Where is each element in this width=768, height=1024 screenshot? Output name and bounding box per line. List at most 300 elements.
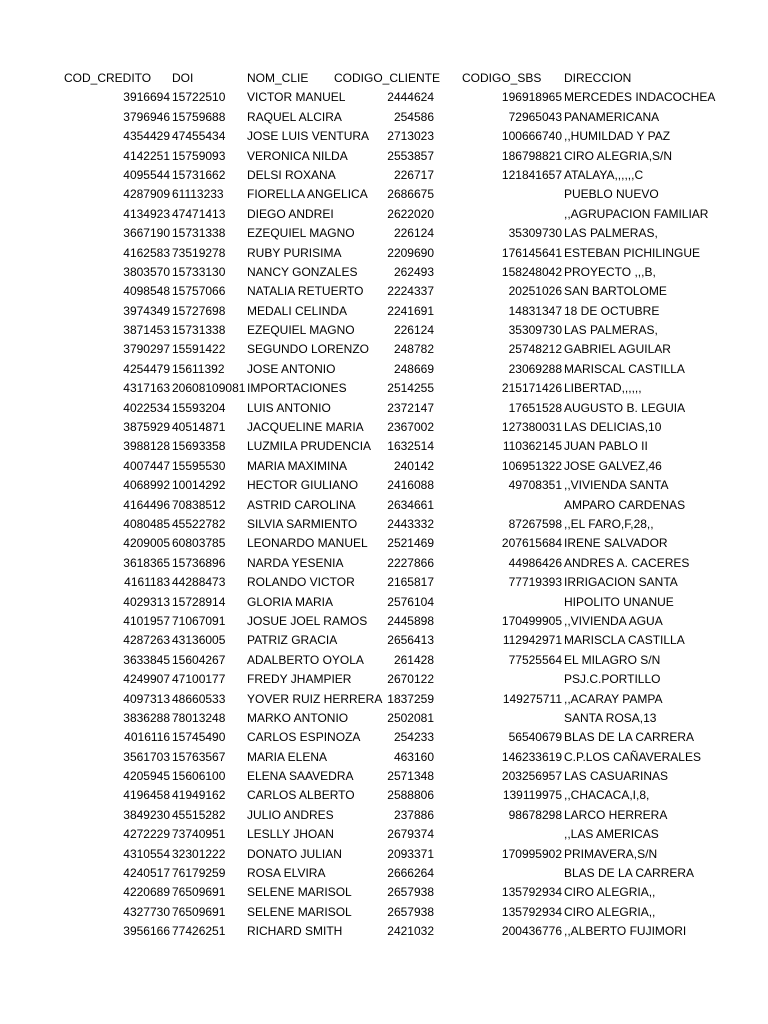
table-row (0, 690, 768, 709)
nom-clie-cell[interactable]: JULIO ANDRES (247, 807, 334, 822)
codigo-cliente-cell[interactable]: 2209690 (387, 245, 434, 260)
doi-cell[interactable]: 43136005 (172, 633, 226, 648)
codigo-sbs-cell[interactable]: 135792934 (501, 885, 562, 900)
header-row (0, 69, 768, 88)
nom-clie-cell[interactable]: ASTRID CAROLINA (247, 497, 356, 512)
nom-clie-cell[interactable]: EZEQUIEL MAGNO (247, 323, 355, 338)
table-row (0, 282, 768, 301)
doi-cell[interactable]: 20608109081 (172, 381, 246, 396)
codigo-sbs-cell[interactable] (434, 205, 562, 224)
codigo-sbs-cell[interactable]: 77719393 (508, 575, 562, 590)
cod-credito-cell[interactable]: 4162583 (123, 245, 170, 260)
table-row (0, 340, 768, 359)
codigo-sbs-cell[interactable]: 44986426 (508, 555, 562, 570)
doi-cell[interactable]: 78013248 (172, 710, 226, 725)
doi-cell[interactable]: 61113233 (172, 187, 224, 202)
codigo-cliente-cell[interactable]: 2656413 (387, 633, 434, 648)
nom-clie-cell[interactable]: JOSE ANTONIO (247, 361, 336, 376)
cod-credito-cell[interactable]: 4196458 (123, 788, 170, 803)
codigo-cliente-cell[interactable]: 2679374 (387, 827, 434, 842)
codigo-cliente-cell[interactable]: 2416088 (387, 478, 434, 493)
cod-credito-cell[interactable]: 3803570 (123, 264, 170, 279)
direccion-cell[interactable]: AMPARO CARDENAS (564, 497, 686, 512)
nom-clie-cell[interactable]: HECTOR GIULIANO (247, 478, 359, 493)
nom-clie-cell[interactable]: DONATO JULIAN (247, 846, 342, 861)
direccion-cell[interactable]: ,,ACARAY PAMPA (564, 691, 663, 706)
codigo-sbs-cell[interactable]: 106951322 (501, 458, 562, 473)
nom-clie-cell[interactable]: JOSUE JOEL RAMOS (247, 613, 368, 628)
cod-credito-cell[interactable]: 3956166 (123, 924, 170, 939)
direccion-cell[interactable]: HIPOLITO UNANUE (564, 594, 674, 609)
codigo-sbs-cell[interactable]: 139119975 (502, 788, 562, 803)
header-doi[interactable]: DOI (172, 71, 194, 85)
codigo-cliente-cell[interactable]: 240142 (393, 458, 434, 473)
doi-cell[interactable]: 15727698 (172, 303, 226, 318)
codigo-cliente-cell[interactable]: 226124 (393, 323, 434, 338)
cod-credito-cell[interactable]: 3871453 (123, 323, 170, 338)
cod-credito-cell[interactable]: 4310554 (123, 846, 170, 861)
codigo-sbs-cell[interactable]: 100666740 (501, 129, 562, 144)
doi-cell[interactable]: 32301222 (172, 846, 226, 861)
direccion-cell[interactable]: CIRO ALEGRIA,, (564, 904, 656, 919)
nom-clie-cell[interactable]: RAQUEL ALCIRA (247, 109, 342, 124)
nom-clie-cell[interactable]: ELENA SAAVEDRA (247, 769, 354, 784)
nom-clie-cell[interactable]: NARDA YESENIA (247, 555, 344, 570)
cod-credito-cell[interactable]: 4317163 (123, 381, 170, 396)
nom-clie-cell[interactable]: MARIA MAXIMINA (247, 458, 348, 473)
direccion-cell[interactable]: 18 DE OCTUBRE (564, 303, 660, 318)
cod-credito-cell[interactable]: 4095544 (123, 167, 170, 182)
table-row (0, 205, 768, 224)
codigo-cliente-cell[interactable]: 2553857 (387, 148, 434, 163)
doi-cell[interactable]: 48660533 (172, 691, 226, 706)
nom-clie-cell[interactable]: LEONARDO MANUEL (247, 536, 368, 551)
codigo-sbs-cell[interactable]: 112942971 (502, 633, 562, 648)
direccion-cell[interactable]: PUEBLO NUEVO (564, 187, 659, 202)
doi-cell[interactable]: 71067091 (172, 613, 226, 628)
codigo-cliente-cell[interactable]: 2421032 (387, 924, 434, 939)
direccion-cell[interactable]: MARISCLA CASTILLA (564, 633, 685, 648)
direccion-cell[interactable]: ANDRES A. CACERES (564, 555, 690, 570)
cod-credito-cell[interactable]: 3618365 (123, 555, 170, 570)
doi-cell[interactable]: 15731338 (172, 323, 226, 338)
codigo-cliente-cell[interactable]: 2571348 (387, 769, 434, 784)
cod-credito-cell[interactable]: 4134923 (123, 206, 170, 221)
nom-clie-cell[interactable]: FIORELLA ANGELICA (247, 187, 368, 202)
doi-cell[interactable]: 44288473 (172, 575, 226, 590)
codigo-sbs-cell[interactable]: 207615684 (501, 536, 562, 551)
cod-credito-cell[interactable]: 4205945 (123, 769, 170, 784)
codigo-sbs-cell[interactable]: 186798821 (501, 148, 562, 163)
cod-credito-cell[interactable]: 4029313 (123, 594, 170, 609)
direccion-cell[interactable]: ,,EL FARO,F,28,, (564, 516, 654, 531)
direccion-cell[interactable]: PANAMERICANA (564, 109, 660, 124)
direccion-cell[interactable]: PSJ.C.PORTILLO (564, 672, 661, 687)
table-row (0, 244, 768, 263)
direccion-cell[interactable]: IRENE SALVADOR (564, 536, 668, 551)
codigo-cliente-cell[interactable]: 2514255 (387, 381, 434, 396)
cod-credito-cell[interactable]: 3988128 (123, 439, 170, 454)
codigo-sbs-cell[interactable] (434, 864, 562, 883)
doi-cell[interactable]: 15693358 (172, 439, 226, 454)
header-codigo-cliente[interactable]: CODIGO_CLIENTE (334, 71, 441, 85)
table-row (0, 883, 768, 902)
codigo-cliente-cell[interactable]: 226717 (393, 167, 434, 182)
codigo-cliente-cell[interactable]: 261428 (393, 652, 434, 667)
doi-cell[interactable]: 15731662 (172, 167, 226, 182)
cod-credito-cell[interactable]: 4080485 (123, 516, 170, 531)
direccion-cell[interactable]: ,,LAS AMERICAS (564, 827, 659, 842)
table-row (0, 418, 768, 437)
table-row (0, 147, 768, 166)
table-row (0, 127, 768, 146)
direccion-cell[interactable]: BLAS DE LA CARRERA (564, 730, 695, 745)
cod-credito-cell[interactable]: 4254479 (123, 361, 170, 376)
direccion-cell[interactable]: SAN BARTOLOME (564, 284, 667, 299)
codigo-sbs-cell[interactable]: 176145641 (501, 245, 562, 260)
codigo-sbs-cell[interactable]: 23069288 (508, 361, 562, 376)
nom-clie-cell[interactable]: JOSE LUIS VENTURA (247, 129, 370, 144)
codigo-cliente-cell[interactable]: 463160 (393, 749, 434, 764)
doi-cell[interactable]: 15745490 (172, 730, 226, 745)
doi-cell[interactable]: 15593204 (172, 400, 226, 415)
codigo-cliente-cell[interactable]: 226124 (393, 226, 434, 241)
cod-credito-cell[interactable]: 4287909 (123, 187, 170, 202)
codigo-sbs-cell[interactable]: 72965043 (508, 109, 562, 124)
codigo-cliente-cell[interactable]: 2444624 (387, 90, 434, 105)
direccion-cell[interactable]: ,,VIVIENDA AGUA (564, 613, 663, 628)
doi-cell[interactable]: 73740951 (172, 827, 226, 842)
cod-credito-cell[interactable]: 4098548 (123, 284, 170, 299)
direccion-cell[interactable]: ATALAYA,,,,,,C (564, 167, 644, 182)
nom-clie-cell[interactable]: SILVIA SARMIENTO (247, 516, 358, 531)
header-nom-clie[interactable]: NOM_CLIE (247, 71, 309, 85)
codigo-cliente-cell[interactable]: 2657938 (387, 885, 434, 900)
cod-credito-cell[interactable]: 4220689 (123, 885, 170, 900)
codigo-cliente-cell[interactable]: 2093371 (387, 846, 434, 861)
doi-cell[interactable]: 41949162 (172, 788, 226, 803)
direccion-cell[interactable]: ,,AGRUPACION FAMILIAR (564, 206, 709, 221)
table-row (0, 709, 768, 728)
codigo-cliente-cell[interactable]: 2588806 (387, 788, 434, 803)
direccion-cell[interactable]: BLAS DE LA CARRERA (564, 866, 695, 881)
codigo-sbs-cell[interactable]: 215171426 (501, 381, 562, 396)
codigo-cliente-cell[interactable]: 254233 (393, 730, 434, 745)
header-codigo-sbs[interactable]: CODIGO_SBS (462, 71, 542, 85)
nom-clie-cell[interactable]: LUZMILA PRUDENCIA (247, 439, 372, 454)
table-row (0, 166, 768, 185)
cod-credito-cell[interactable]: 4249907 (123, 672, 170, 687)
direccion-cell[interactable]: GABRIEL AGUILAR (564, 342, 671, 357)
cod-credito-cell[interactable]: 4287263 (123, 633, 170, 648)
doi-cell[interactable]: 47100177 (172, 672, 226, 687)
cod-credito-cell[interactable]: 4209005 (123, 536, 170, 551)
codigo-cliente-cell[interactable]: 2686675 (387, 187, 434, 202)
direccion-cell[interactable]: MERCEDES INDACOCHEA (564, 90, 716, 105)
codigo-cliente-cell[interactable]: 2622020 (387, 206, 434, 221)
nom-clie-cell[interactable]: JACQUELINE MARIA (247, 420, 364, 435)
direccion-cell[interactable]: PRIMAVERA,S/N (564, 846, 658, 861)
nom-clie-cell[interactable]: NANCY GONZALES (247, 264, 358, 279)
nom-clie-cell[interactable]: LUIS ANTONIO (247, 400, 331, 415)
codigo-sbs-cell[interactable] (434, 496, 562, 515)
codigo-sbs-cell[interactable]: 14831347 (508, 303, 562, 318)
doi-cell[interactable]: 15759093 (172, 148, 226, 163)
codigo-cliente-cell[interactable]: 237886 (393, 807, 434, 822)
doi-cell[interactable]: 70838512 (172, 497, 226, 512)
table-row (0, 360, 768, 379)
nom-clie-cell[interactable]: MARKO ANTONIO (247, 710, 349, 725)
nom-clie-cell[interactable]: NATALIA RETUERTO (247, 284, 364, 299)
cod-credito-cell[interactable]: 4142251 (123, 148, 170, 163)
doi-cell[interactable]: 76509691 (172, 885, 226, 900)
cod-credito-cell[interactable]: 4272229 (123, 827, 170, 842)
doi-cell[interactable]: 15591422 (172, 342, 226, 357)
table-row (0, 554, 768, 573)
doi-cell[interactable]: 15728914 (172, 594, 226, 609)
codigo-sbs-cell[interactable]: 146233619 (501, 749, 562, 764)
nom-clie-cell[interactable]: SEGUNDO LORENZO (247, 342, 370, 357)
codigo-sbs-cell[interactable]: 149275711 (502, 691, 562, 706)
table-row (0, 748, 768, 767)
direccion-cell[interactable]: SANTA ROSA,13 (564, 710, 657, 725)
doi-cell[interactable]: 15736896 (172, 555, 226, 570)
codigo-cliente-cell[interactable]: 2634661 (387, 497, 434, 512)
codigo-cliente-cell[interactable]: 2670122 (387, 672, 434, 687)
table-row (0, 922, 768, 941)
cod-credito-cell[interactable]: 4327730 (123, 904, 170, 919)
nom-clie-cell[interactable]: MEDALI CELINDA (247, 303, 348, 318)
codigo-sbs-cell[interactable]: 87267598 (508, 516, 562, 531)
direccion-cell[interactable]: LAS DELICIAS,10 (564, 420, 662, 435)
cod-credito-cell[interactable]: 3836288 (123, 710, 170, 725)
nom-clie-cell[interactable]: CARLOS ALBERTO (247, 788, 355, 803)
cod-credito-cell[interactable]: 4022534 (123, 400, 170, 415)
codigo-cliente-cell[interactable]: 2165817 (387, 575, 434, 590)
codigo-cliente-cell[interactable]: 2576104 (387, 594, 434, 609)
table-row (0, 321, 768, 340)
doi-cell[interactable]: 47455434 (172, 129, 226, 144)
direccion-cell[interactable]: LAS PALMERAS, (564, 323, 658, 338)
nom-clie-cell[interactable]: VICTOR MANUEL (247, 90, 346, 105)
table-row (0, 379, 768, 398)
cod-credito-cell[interactable]: 4068992 (123, 478, 170, 493)
doi-cell[interactable]: 15763567 (172, 749, 226, 764)
direccion-cell[interactable]: IRRIGACION SANTA (564, 575, 678, 590)
direccion-cell[interactable]: JOSE GALVEZ,46 (564, 458, 662, 473)
doi-cell[interactable]: 40514871 (172, 420, 226, 435)
nom-clie-cell[interactable]: DELSI ROXANA (247, 167, 336, 182)
cod-credito-cell[interactable]: 4101957 (123, 613, 170, 628)
nom-clie-cell[interactable]: YOVER RUIZ HERRERA (247, 691, 383, 706)
cod-credito-cell[interactable]: 3561703 (123, 749, 170, 764)
codigo-cliente-cell[interactable]: 262493 (393, 264, 434, 279)
doi-cell[interactable]: 77426251 (172, 924, 226, 939)
codigo-cliente-cell[interactable]: 2657938 (387, 904, 434, 919)
doi-cell[interactable]: 10014292 (172, 478, 226, 493)
table-row (0, 845, 768, 864)
cod-credito-cell[interactable]: 3849230 (123, 807, 170, 822)
nom-clie-cell[interactable]: DIEGO ANDREI (247, 206, 334, 221)
direccion-cell[interactable]: ,,HUMILDAD Y PAZ (564, 129, 671, 144)
codigo-cliente-cell[interactable]: 2445898 (387, 613, 434, 628)
table-row (0, 612, 768, 631)
doi-cell[interactable]: 15731338 (172, 226, 226, 241)
codigo-sbs-cell[interactable]: 25748212 (508, 342, 562, 357)
codigo-sbs-cell[interactable]: 98678298 (508, 807, 562, 822)
nom-clie-cell[interactable]: GLORIA MARIA (247, 594, 334, 609)
nom-clie-cell[interactable]: RUBY PURISIMA (247, 245, 342, 260)
codigo-cliente-cell[interactable]: 2372147 (387, 400, 434, 415)
table-row (0, 825, 768, 844)
codigo-sbs-cell[interactable] (434, 593, 562, 612)
codigo-cliente-cell[interactable]: 2443332 (387, 516, 434, 531)
nom-clie-cell[interactable]: ROLANDO VICTOR (247, 575, 355, 590)
doi-cell[interactable]: 15757066 (172, 284, 226, 299)
direccion-cell[interactable]: AUGUSTO B. LEGUIA (564, 400, 686, 415)
table-row (0, 496, 768, 515)
codigo-cliente-cell[interactable]: 248669 (393, 361, 434, 376)
codigo-sbs-cell[interactable]: 196918965 (501, 90, 562, 105)
nom-clie-cell[interactable]: PATRIZ GRACIA (247, 633, 338, 648)
cod-credito-cell[interactable]: 3633845 (123, 652, 170, 667)
codigo-cliente-cell[interactable]: 2241691 (387, 303, 434, 318)
table-row (0, 476, 768, 495)
codigo-sbs-cell[interactable]: 35309730 (508, 323, 562, 338)
cod-credito-cell[interactable]: 3790297 (123, 342, 170, 357)
cod-credito-cell[interactable]: 3916694 (123, 90, 170, 105)
doi-cell[interactable]: 45515282 (172, 807, 226, 822)
direccion-cell[interactable]: ,,CHACACA,I,8, (564, 788, 650, 803)
table-row (0, 108, 768, 127)
direccion-cell[interactable]: JUAN PABLO II (564, 439, 648, 454)
cod-credito-cell[interactable]: 3875929 (123, 420, 170, 435)
direccion-cell[interactable]: LAS PALMERAS, (564, 226, 658, 241)
cod-credito-cell[interactable]: 4164496 (123, 497, 170, 512)
cod-credito-cell[interactable]: 4161183 (124, 575, 170, 590)
nom-clie-cell[interactable]: ROSA ELVIRA (247, 866, 326, 881)
codigo-cliente-cell[interactable]: 2666264 (387, 866, 434, 881)
doi-cell[interactable]: 60803785 (172, 536, 226, 551)
doi-cell[interactable]: 15733130 (172, 264, 226, 279)
codigo-sbs-cell[interactable]: 127380031 (501, 420, 562, 435)
direccion-cell[interactable]: EL MILAGRO S/N (564, 652, 661, 667)
doi-cell[interactable]: 15604267 (172, 652, 226, 667)
codigo-sbs-cell[interactable]: 110362145 (502, 439, 562, 454)
codigo-cliente-cell[interactable]: 2367002 (387, 420, 434, 435)
doi-cell[interactable]: 76179259 (172, 866, 226, 881)
table-row (0, 806, 768, 825)
doi-cell[interactable]: 76509691 (172, 904, 226, 919)
codigo-sbs-cell[interactable]: 200436776 (501, 924, 562, 939)
codigo-cliente-cell[interactable]: 2521469 (387, 536, 434, 551)
codigo-cliente-cell[interactable]: 2713023 (387, 129, 434, 144)
codigo-sbs-cell[interactable] (434, 670, 562, 689)
nom-clie-cell[interactable]: EZEQUIEL MAGNO (247, 226, 355, 241)
doi-cell[interactable]: 73519278 (172, 245, 226, 260)
nom-clie-cell[interactable]: SELENE MARISOL (247, 885, 352, 900)
direccion-cell[interactable]: LAS CASUARINAS (564, 769, 669, 784)
codigo-cliente-cell[interactable]: 2224337 (387, 284, 434, 299)
doi-cell[interactable]: 47471413 (172, 206, 226, 221)
table-row (0, 534, 768, 553)
codigo-cliente-cell[interactable]: 1632514 (387, 439, 434, 454)
cod-credito-cell[interactable]: 4016116 (124, 730, 170, 745)
codigo-sbs-cell[interactable]: 17651528 (508, 400, 562, 415)
cod-credito-cell[interactable]: 3974349 (123, 303, 170, 318)
codigo-sbs-cell[interactable]: 56540679 (508, 730, 562, 745)
codigo-sbs-cell[interactable] (434, 709, 562, 728)
nom-clie-cell[interactable]: CARLOS ESPINOZA (247, 730, 361, 745)
codigo-sbs-cell[interactable]: 158248042 (501, 264, 562, 279)
cod-credito-cell[interactable]: 3667190 (123, 226, 170, 241)
codigo-sbs-cell[interactable]: 170499905 (501, 613, 562, 628)
nom-clie-cell[interactable]: ADALBERTO OYOLA (247, 652, 364, 667)
codigo-sbs-cell[interactable]: 77525564 (508, 652, 562, 667)
codigo-cliente-cell[interactable]: 254586 (393, 109, 434, 124)
codigo-sbs-cell[interactable] (434, 825, 562, 844)
direccion-cell[interactable]: CIRO ALEGRIA,S/N (564, 148, 673, 163)
doi-cell[interactable]: 15595530 (172, 458, 226, 473)
direccion-cell[interactable]: C.P.LOS CAÑAVERALES (564, 749, 701, 764)
codigo-sbs-cell[interactable]: 135792934 (501, 904, 562, 919)
direccion-cell[interactable]: CIRO ALEGRIA,, (564, 885, 656, 900)
nom-clie-cell[interactable]: SELENE MARISOL (247, 904, 352, 919)
codigo-sbs-cell[interactable]: 20251026 (508, 284, 562, 299)
nom-clie-cell[interactable]: LESLLY JHOAN (247, 827, 334, 842)
codigo-sbs-cell[interactable]: 170995902 (501, 846, 562, 861)
table-row (0, 864, 768, 883)
cod-credito-cell[interactable]: 4354429 (123, 129, 170, 144)
table-row (0, 728, 768, 747)
cod-credito-cell[interactable]: 4007447 (123, 458, 170, 473)
doi-cell[interactable]: 45522782 (172, 516, 226, 531)
codigo-sbs-cell[interactable]: 121841657 (501, 167, 562, 182)
spreadsheet (0, 69, 768, 942)
doi-cell[interactable]: 15722510 (172, 90, 226, 105)
codigo-cliente-cell[interactable]: 2227866 (387, 555, 434, 570)
nom-clie-cell[interactable]: RICHARD SMITH (247, 924, 343, 939)
nom-clie-cell[interactable]: VERONICA NILDA (247, 148, 348, 163)
direccion-cell[interactable]: PROYECTO ,,,B, (564, 264, 656, 279)
header-cod-credito[interactable]: COD_CREDITO (64, 71, 152, 85)
nom-clie-cell[interactable]: FREDY JHAMPIER (247, 672, 352, 687)
nom-clie-cell[interactable]: IMPORTACIONES (247, 381, 347, 396)
cod-credito-cell[interactable]: 3796946 (123, 109, 170, 124)
direccion-cell[interactable]: ,,ALBERTO FUJIMORI (564, 924, 687, 939)
header-direccion[interactable]: DIRECCION (564, 71, 632, 85)
cod-credito-cell[interactable]: 4097313 (123, 691, 170, 706)
table-row (0, 767, 768, 786)
doi-cell[interactable]: 15606100 (172, 769, 226, 784)
codigo-sbs-cell[interactable]: 203256957 (501, 769, 562, 784)
direccion-cell[interactable]: ESTEBAN PICHILINGUE (564, 245, 701, 260)
doi-cell[interactable]: 15611392 (172, 361, 225, 376)
direccion-cell[interactable]: LARCO HERRERA (564, 807, 668, 822)
doi-cell[interactable]: 15759688 (172, 109, 226, 124)
cod-credito-cell[interactable]: 4240517 (123, 866, 170, 881)
codigo-cliente-cell[interactable]: 248782 (393, 342, 434, 357)
direccion-cell[interactable]: LIBERTAD,,,,,, (564, 381, 642, 396)
nom-clie-cell[interactable]: MARIA ELENA (247, 749, 328, 764)
direccion-cell[interactable]: MARISCAL CASTILLA (564, 361, 685, 376)
codigo-sbs-cell[interactable]: 35309730 (508, 226, 562, 241)
codigo-sbs-cell[interactable] (434, 185, 562, 204)
codigo-cliente-cell[interactable]: 1837259 (387, 691, 434, 706)
direccion-cell[interactable]: ,,VIVIENDA SANTA (564, 478, 669, 493)
codigo-cliente-cell[interactable]: 2502081 (387, 710, 434, 725)
codigo-sbs-cell[interactable]: 49708351 (508, 478, 562, 493)
